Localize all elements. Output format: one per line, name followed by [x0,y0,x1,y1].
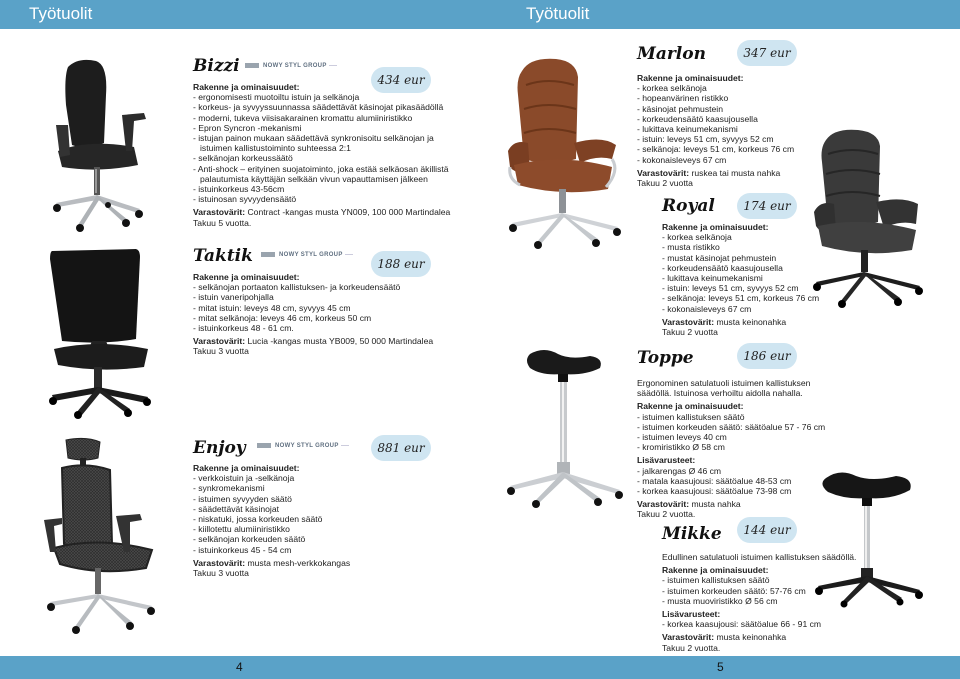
spec-line: - kiillotettu alumiiniristikko [193,524,290,535]
mikke-price-badge: 144 eur [737,517,797,543]
header-bar [0,0,960,29]
enjoy-title: Enjoy [193,438,246,458]
spec-line: - jalkarengas Ø 46 cm [637,465,722,476]
enjoy-price-badge: 881 eur [371,435,431,461]
spec-line: - lukittava keinumekanismi [662,273,763,284]
spec-line: Takuu 2 vuotta [637,178,693,189]
marlon-price-badge: 347 eur [737,40,797,66]
mikke-description [662,552,862,653]
section-heading: Lisävarusteet: [662,609,721,620]
spec-line: palautumista käyttäjän selkään vivun vapauttamisen jälkeen [200,173,428,184]
spec-line: - säädettävät käsinojat [193,503,279,514]
section-heading: Rakenne ja ominaisuudet: [662,222,769,232]
spec-line: - istuinosan syvyydensäätö [193,194,297,205]
spec-line: - ergonomisesti muotoiltu istuin ja selkänoja [193,92,360,103]
section-heading: Rakenne ja ominaisuudet: [193,82,300,92]
stock-colors-label: Varastovärit: [193,207,246,218]
left-page-number: 4 [236,660,243,674]
section-heading: Rakenne ja ominaisuudet: [637,401,744,412]
section-heading: Rakenne ja ominaisuudet: [193,272,300,282]
section-heading: Lisävarusteet: [637,455,696,466]
taktik-title: Taktik [193,246,253,266]
right-page-title: Työtuolit [526,4,590,23]
stock-colors-label: Varastovärit: [662,632,715,643]
taktik-price-badge: 188 eur [371,251,431,277]
mikke-title: Mikke [662,524,722,544]
royal-title: Royal [662,196,715,216]
spec-line: - korkeudensäätö kaasujousella [637,113,758,124]
spec-line: - korkea selkänoja [637,83,707,94]
spec-line: Takuu 2 vuotta. [662,642,721,653]
spec-line: - selkänoja: leveys 51 cm, korkeus 76 cm [662,293,820,304]
spec-line: Takuu 2 vuotta. [637,509,696,520]
spec-line: - istuimen kallistuksen säätö [637,411,745,422]
spec-line: - Anti-shock – erityinen suojatoiminto, joka estää selkäosan äkillistä [193,163,449,174]
spec-line: - istuimen kallistuksen säätö [662,575,770,586]
spec-line: - niskatuki, jossa korkeuden säätö [193,514,323,525]
spec-line: Varastovärit: musta keinonahka [662,632,787,643]
spec-line: Varastovärit: musta mesh-verkkokangas [193,557,351,568]
spec-line: Varastovärit: ruskea tai musta nahka [637,167,781,178]
stock-colors-label: Varastovärit: [193,336,246,347]
spec-line: - istuimen syvyyden säätö [193,493,292,504]
spec-line: - kokonaisleveys 67 cm [662,303,752,314]
spec-line: - istuin: leveys 51 cm, syvyys 52 cm [637,134,774,145]
spec-line: Takuu 2 vuotta [662,327,718,338]
stock-colors-label: Varastovärit: [193,557,246,568]
spec-line: - istuimen korkeuden säätö: 57-76 cm [662,585,806,596]
spec-line: - Epron Syncron -mekanismi [193,122,302,133]
spec-line: - istuinkorkeus 48 - 61 cm. [193,323,294,334]
spec-line: - istuinkorkeus 43-56cm [193,184,285,195]
spec-line: - korkea selkänoja [662,232,732,243]
bizzi-price-badge: 434 eur [371,67,431,93]
section-heading: Rakenne ja ominaisuudet: [637,73,744,83]
enjoy-description [193,463,463,578]
bizzi-title: Bizzi [193,56,240,76]
spec-line: - istuin vaneripohjalla [193,292,274,303]
spec-line: Varastovärit: Lucia -kangas musta YB009, 50 000 Martindalea [193,336,434,347]
spec-line: Takuu 5 vuotta. [193,217,252,228]
spec-line: Varastovärit: musta keinonahka [662,316,787,327]
spec-line: - kokonaisleveys 67 cm [637,154,727,165]
toppe-price-badge: 186 eur [737,343,797,369]
left-page-title: Työtuolit [29,4,93,23]
section-heading: Rakenne ja ominaisuudet: [662,565,769,576]
stock-colors-label: Varastovärit: [637,499,690,510]
spec-line: - moderni, tukeva viisisakarainen kromattu alumiiniristikko [193,112,413,123]
spec-line: - korkeudensäätö kaasujousella [662,262,783,273]
spec-line: - korkeus- ja syvyyssuunnassa säädettävät käsinojat pikasäädöllä [193,102,444,113]
spec-line: - käsinojat pehmustein [637,103,723,114]
enjoy-chair-image [40,436,162,636]
spec-line: - lukittava keinumekanismi [637,124,738,135]
footer-bar [0,656,960,679]
taktik-description [193,272,463,357]
marlon-chair-image [504,55,626,250]
spec-line: istuimen kallistustoiminto suhteessa 2:1 [200,143,351,154]
spec-line: - selkänojan korkeussäätö [193,153,293,164]
spec-line: - istuimen leveys 40 cm [637,432,727,443]
spec-line: - selkänojan portaaton kallistuksen- ja korkeudensäätö [193,282,401,293]
marlon-title: Marlon [637,44,706,64]
spec-line: Edullinen satulatuoli istuimen kallistuksen säädöllä. [662,552,857,562]
right-page-number: 5 [717,660,724,674]
bizzi-description [193,82,463,228]
spec-line: - mitat istuin: leveys 48 cm, syvyys 45 cm [193,302,351,313]
spec-line: - istuinkorkeus 45 - 54 cm [193,544,292,555]
spec-line: - korkea kaasujousi: säätöalue 73-98 cm [637,486,792,497]
bizzi-brand-logo: NOWY STYL GROUP [245,63,337,69]
spec-line: - mitat selkänoja: leveys 46 cm, korkeus 50 cm [193,312,372,323]
toppe-stool-image [500,346,630,508]
spec-line: - musta ristikko [662,242,720,253]
spec-line: - verkkoistuin ja -selkänoja [193,473,295,484]
enjoy-brand-logo: NOWY STYL GROUP [257,443,349,449]
section-heading: Rakenne ja ominaisuudet: [193,463,300,473]
spec-line: - matala kaasujousi: säätöalue 48-53 cm [637,475,792,486]
spec-line: - istuimen korkeuden säätö: säätöalue 57 - 76 cm [637,421,826,432]
spec-line: - mustat käsinojat pehmustein [662,252,777,263]
taktik-brand-logo: NOWY STYL GROUP [261,252,353,258]
stock-colors-label: Varastovärit: [637,167,690,178]
spec-line: Takuu 3 vuotta [193,568,249,579]
royal-chair-image [806,126,930,308]
spec-line: - korkea kaasujousi: säätöalue 66 - 91 cm [662,619,822,630]
spec-line: säädöllä. Istuinosa verhoiltu aidolla nahalla. [637,388,803,399]
spec-line: - hopeanvärinen ristikko [637,93,729,104]
spec-line: - selkänoja: leveys 51 cm, korkeus 76 cm [637,144,795,155]
royal-price-badge: 174 eur [737,193,797,219]
toppe-title: Toppe [637,348,694,368]
spec-line: - selkänojan korkeuden säätö [193,534,306,545]
bizzi-chair-image [38,55,163,235]
spec-line: - istuin: leveys 51 cm, syvyys 52 cm [662,283,799,294]
spec-line: Varastovärit: musta nahka [637,499,741,510]
spec-line: - istujan painon mukaan säädettävä synkronisoitu selkänojan ja [193,133,434,144]
spec-line: - kromiristikko Ø 58 cm [637,442,725,453]
royal-description [662,222,822,337]
marlon-description [637,73,817,188]
spec-line: - musta muoviristikko Ø 56 cm [662,595,778,606]
stock-colors-label: Varastovärit: [662,316,715,327]
spec-line: Ergonominen satulatuoli istuimen kallistuksen [637,378,811,388]
spec-line: Varastovärit: Contract -kangas musta YN009, 100 000 Martindalea [193,207,451,218]
taktik-chair-image [40,245,160,420]
spec-line: Takuu 3 vuotta [193,346,249,357]
spec-line: - synkromekanismi [193,483,265,494]
